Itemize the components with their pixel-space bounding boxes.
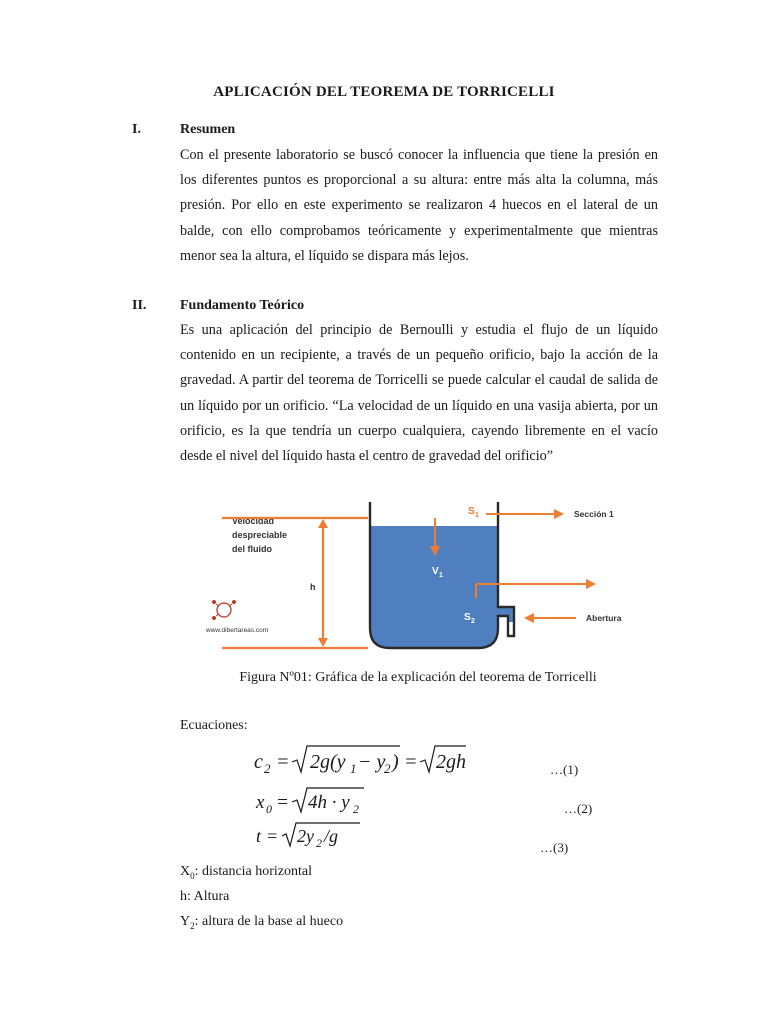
equations-label: Ecuaciones:: [180, 718, 248, 733]
figure-label-s1-sub: 1: [475, 512, 479, 519]
section-paragraph-fundamento: Es una aplicación del principio de Bernoulli y estudia el flujo de un líquido contenido en un recipiente, a través de un pequeño orificio, bajo la acción de la gravedad. A partir del teorema de Torricelli se puede calcular el caudal de salida de un líquido por un orificio. “La velocidad de un líquido en una vasija abierta, por un orificio, es la que tendría un cuerpo cualquiera, cayendo libremente en el vacío desde el nivel del líquido hasta el centro de gravedad del orificio”: [180, 322, 658, 465]
logo-icon: [212, 600, 236, 620]
svg-text:2: 2: [353, 802, 359, 816]
variable-definition: h: Altura: [180, 889, 230, 904]
variable-definition: $Y_2$: altura de la base al hueco: [180, 914, 344, 931]
svg-text:2: 2: [264, 761, 271, 776]
svg-text:2: 2: [384, 761, 391, 776]
figure-label-velocity: despreciable: [232, 530, 288, 540]
equation-1: [250, 742, 470, 778]
section-heading-resumen: Resumen: [180, 122, 236, 137]
svg-text:=: =: [266, 826, 279, 846]
equation-3: [252, 822, 372, 852]
section-number: I.: [132, 122, 141, 137]
figure-label-s1: S: [468, 506, 475, 517]
figure-label-v1-sub: 1: [439, 572, 443, 579]
figure-label-s2: S: [464, 612, 471, 623]
variable-definition: $X_0$: distancia horizontal: [180, 864, 313, 881]
svg-text:2y: 2y: [297, 826, 314, 846]
figure-label-s2-sub: 2: [471, 618, 475, 625]
figure-label-h: h: [310, 582, 316, 592]
torricelli-figure: [200, 498, 640, 658]
figure-label-velocity: del fluido: [232, 544, 272, 554]
equation-number: …(3): [540, 840, 569, 855]
section-paragraph-resumen: Con el presente laboratorio se buscó conocer la influencia que tiene la presión en los diferentes puntos es proporcional a su altura: entre más alta la columna, más presión. Por ello en este experimento se realizaron 4 huecos en el lateral de un balde, con ello comprobamos teóricamente y experimentalmente que mientras menor sea la altura, el líquido se dispara más lejos.: [180, 147, 658, 264]
equation-number: …(1): [550, 762, 579, 777]
svg-text:=: =: [404, 751, 418, 773]
svg-text:=: =: [276, 792, 289, 813]
logo-website: www.dibertareas.com: [206, 627, 269, 634]
svg-text:− y: − y: [358, 751, 386, 773]
svg-text:2g(y: 2g(y: [310, 751, 346, 773]
figure-label-v1: V: [432, 566, 439, 577]
figure-label-seccion: Sección 1: [574, 509, 614, 519]
svg-text:2: 2: [316, 836, 322, 850]
equation-2: [252, 786, 372, 818]
svg-text:t: t: [256, 826, 262, 846]
figure-label-abertura: Abertura: [586, 613, 622, 623]
svg-text:/g: /g: [324, 826, 339, 846]
figure-caption: Figura Nº01: Gráfica de la explicación del teorema de Torricelli: [239, 670, 597, 685]
svg-text:1: 1: [350, 761, 357, 776]
section-number: II.: [132, 298, 147, 313]
figure-label-velocity: Velocidad: [232, 516, 275, 526]
document-title: APLICACIÓN DEL TEOREMA DE TORRICELLI: [213, 84, 555, 100]
section-heading-fundamento: Fundamento Teórico: [180, 298, 305, 313]
svg-text:): ): [392, 751, 399, 773]
equation-number: …(2): [564, 801, 593, 816]
svg-text:x: x: [256, 792, 265, 813]
svg-text:c: c: [254, 751, 263, 773]
svg-text:0: 0: [266, 802, 272, 816]
svg-text:=: =: [276, 751, 290, 773]
svg-text:4h · y: 4h · y: [308, 792, 350, 813]
svg-text:2gh: 2gh: [436, 751, 466, 773]
